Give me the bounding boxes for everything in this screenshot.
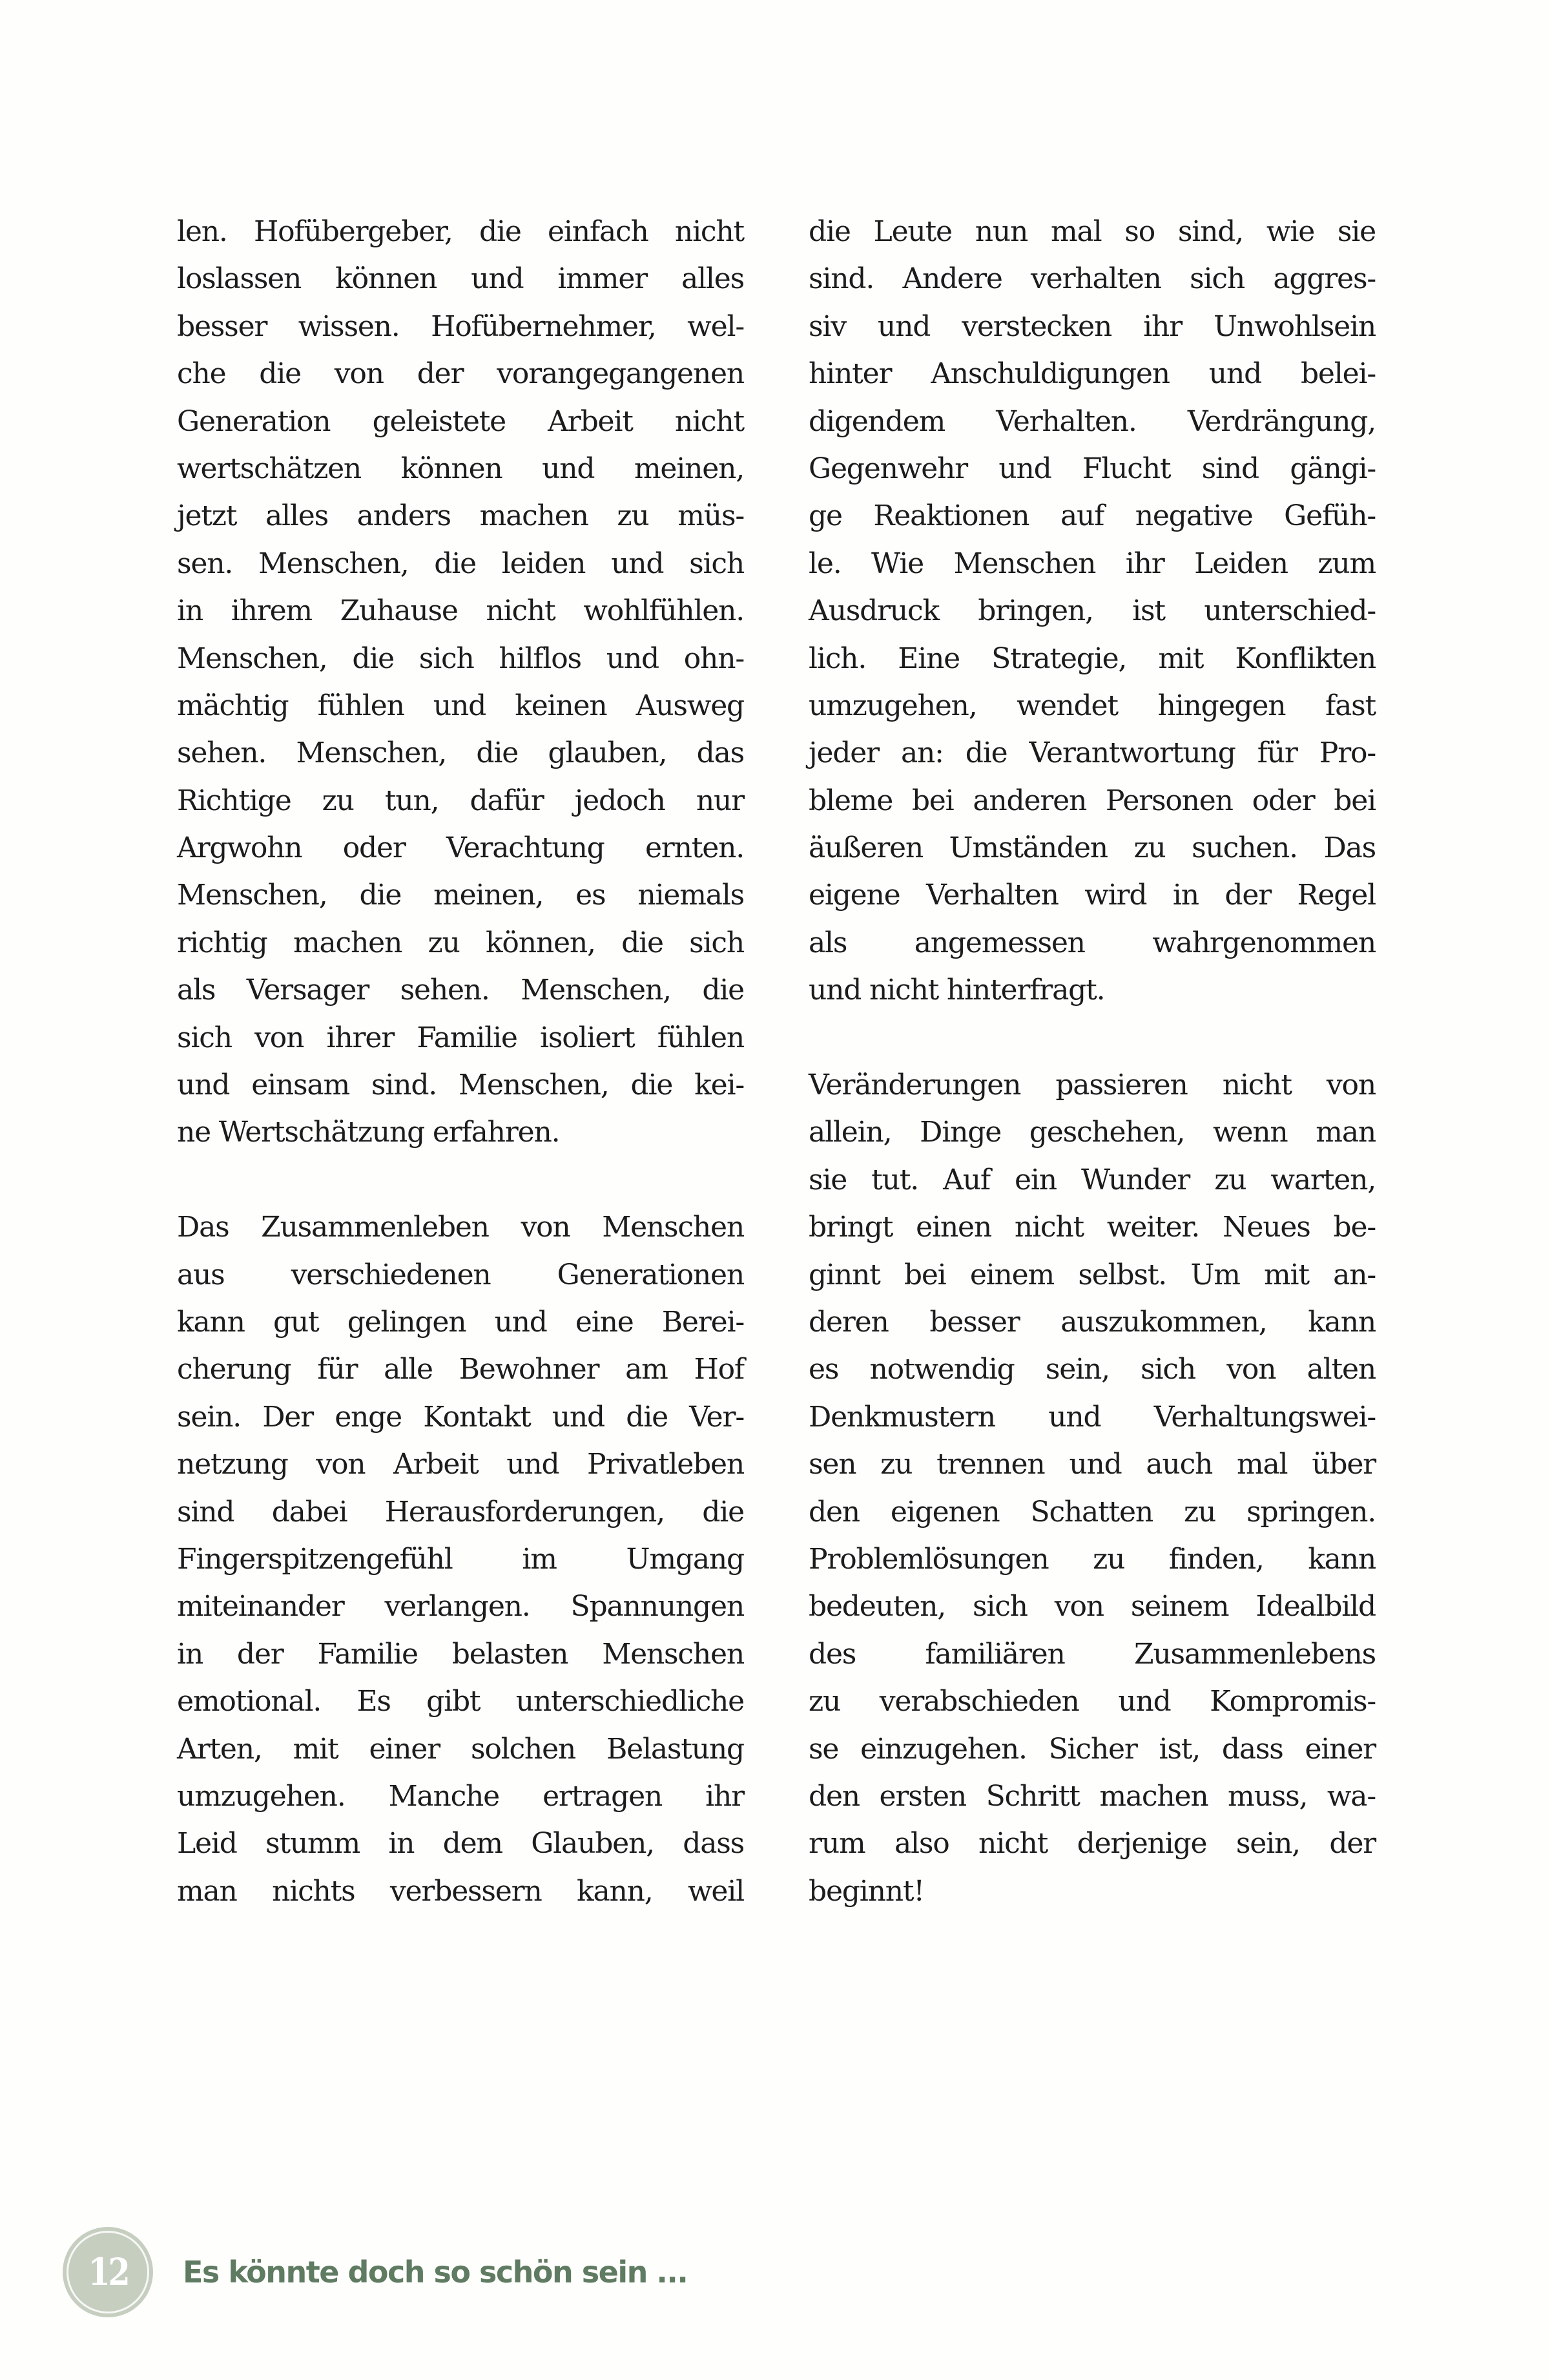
text-line: siv und verstecken ihr Unwohlsein [809,309,1376,343]
text-line: mächtig fühlen und keinen Ausweg [177,689,744,722]
text-line: Denkmustern und Verhaltungswei- [809,1400,1376,1434]
text-line: beginnt! [809,1874,924,1908]
text-line: bedeuten, sich von seinem Idealbild [809,1590,1376,1623]
text-line: eigene Verhalten wird in der Regel [809,879,1376,912]
text-line: jeder an: die Verantwortung für Pro- [809,736,1376,770]
text-line: emotional. Es gibt unterschiedliche [177,1685,744,1718]
text-line: deren besser auszukommen, kann [809,1305,1376,1339]
text-line: als Versager sehen. Menschen, die [177,974,744,1007]
page-footer [63,2227,687,2317]
text-line: jetzt alles anders machen zu müs- [177,499,744,533]
text-line: sind. Andere verhalten sich aggres- [809,262,1376,296]
text-line: bringt einen nicht weiter. Neues be- [809,1211,1376,1244]
right-text-column [809,208,1376,1915]
text-line: den ersten Schritt machen muss, wa- [809,1779,1376,1813]
text-line: Menschen, die meinen, es niemals [177,879,744,912]
text-line: umzugehen, wendet hingegen fast [809,689,1376,722]
paragraph [809,208,1376,1014]
page-number-badge [63,2227,153,2317]
text-line: Ausdruck bringen, ist unterschied- [809,594,1376,628]
text-line: sen zu trennen und auch mal über [809,1448,1376,1481]
text-line: in ihrem Zuhause nicht wohlfühlen. [177,594,744,628]
text-line: netzung von Arbeit und Privatleben [177,1448,744,1481]
text-line: den eigenen Schatten zu springen. [809,1495,1376,1529]
text-line: lich. Eine Strategie, mit Konflikten [809,642,1376,675]
text-line: miteinander verlangen. Spannungen [177,1590,744,1623]
text-line: che die von der vorangegangenen [177,357,744,391]
text-line: hinter Anschuldigungen und belei- [809,357,1376,391]
text-line: in der Familie belasten Menschen [177,1637,744,1671]
text-line: kann gut gelingen und eine Berei- [177,1305,744,1339]
text-line: besser wissen. Hofübernehmer, wel- [177,309,744,343]
text-line: Problemlösungen zu finden, kann [809,1542,1376,1576]
text-line: Veränderungen passieren nicht von [809,1069,1376,1102]
text-line: und nicht hinterfragt. [809,974,1105,1007]
text-line: Generation geleistete Arbeit nicht [177,404,744,438]
text-line: rum also nicht derjenige sein, der [809,1827,1376,1861]
text-line: und einsam sind. Menschen, die kei- [177,1069,744,1102]
paragraph-spacer [809,1014,1376,1061]
text-line: Menschen, die sich hilflos und ohn- [177,642,744,675]
text-line: umzugehen. Manche ertragen ihr [177,1779,744,1813]
text-line: äußeren Umständen zu suchen. Das [809,831,1376,865]
text-line: loslassen können und immer alles [177,262,744,296]
left-text-column [177,208,744,1915]
paragraph [809,1061,1376,1915]
text-line: es notwendig sein, sich von alten [809,1353,1376,1386]
text-line: als angemessen wahrgenommen [809,926,1376,959]
text-line: sich von ihrer Familie isoliert fühlen [177,1021,744,1054]
text-line: cherung für alle Bewohner am Hof [177,1353,744,1386]
text-line: Fingerspitzengefühl im Umgang [177,1542,744,1576]
running-title: Es könnte doch so schön sein ... [183,2255,688,2290]
paragraph [177,1204,744,1915]
text-line: le. Wie Menschen ihr Leiden zum [809,547,1376,580]
text-line: man nichts verbessern kann, weil [177,1874,744,1908]
text-line: die Leute nun mal so sind, wie sie [809,215,1376,248]
text-line: Argwohn oder Verachtung ernten. [177,831,744,865]
text-line: zu verabschieden und Kompromis- [809,1685,1376,1718]
text-line: bleme bei anderen Personen oder bei [809,784,1376,817]
text-line: Gegenwehr und Flucht sind gängi- [809,452,1376,485]
text-line: wertschätzen können und meinen, [177,452,744,485]
text-line: des familiären Zusammenlebens [809,1637,1376,1671]
text-line: Arten, mit einer solchen Belastung [177,1732,744,1766]
text-line: len. Hofübergeber, die einfach nicht [177,215,744,248]
text-line: sein. Der enge Kontakt und die Ver- [177,1400,744,1434]
text-line: Richtige zu tun, dafür jedoch nur [177,784,744,817]
text-line: sehen. Menschen, die glauben, das [177,736,744,770]
text-line: allein, Dinge geschehen, wenn man [809,1116,1376,1149]
text-line: se einzugehen. Sicher ist, dass einer [809,1732,1376,1766]
text-line: sie tut. Auf ein Wunder zu warten, [809,1163,1376,1196]
paragraph [177,208,744,1156]
text-line: sind dabei Herausforderungen, die [177,1495,744,1529]
text-line: Das Zusammenleben von Menschen [177,1211,744,1244]
page-number: 12 [88,2250,128,2294]
text-line: aus verschiedenen Generationen [177,1258,744,1291]
paragraph-spacer [177,1156,744,1204]
text-line: ge Reaktionen auf negative Gefüh- [809,499,1376,533]
text-line: ne Wertschätzung erfahren. [177,1116,560,1149]
text-line: ginnt bei einem selbst. Um mit an- [809,1258,1376,1291]
text-line: digendem Verhalten. Verdrängung, [809,404,1376,438]
text-line: sen. Menschen, die leiden und sich [177,547,744,580]
text-line: richtig machen zu können, die sich [177,926,744,959]
text-line: Leid stumm in dem Glauben, dass [177,1827,744,1861]
